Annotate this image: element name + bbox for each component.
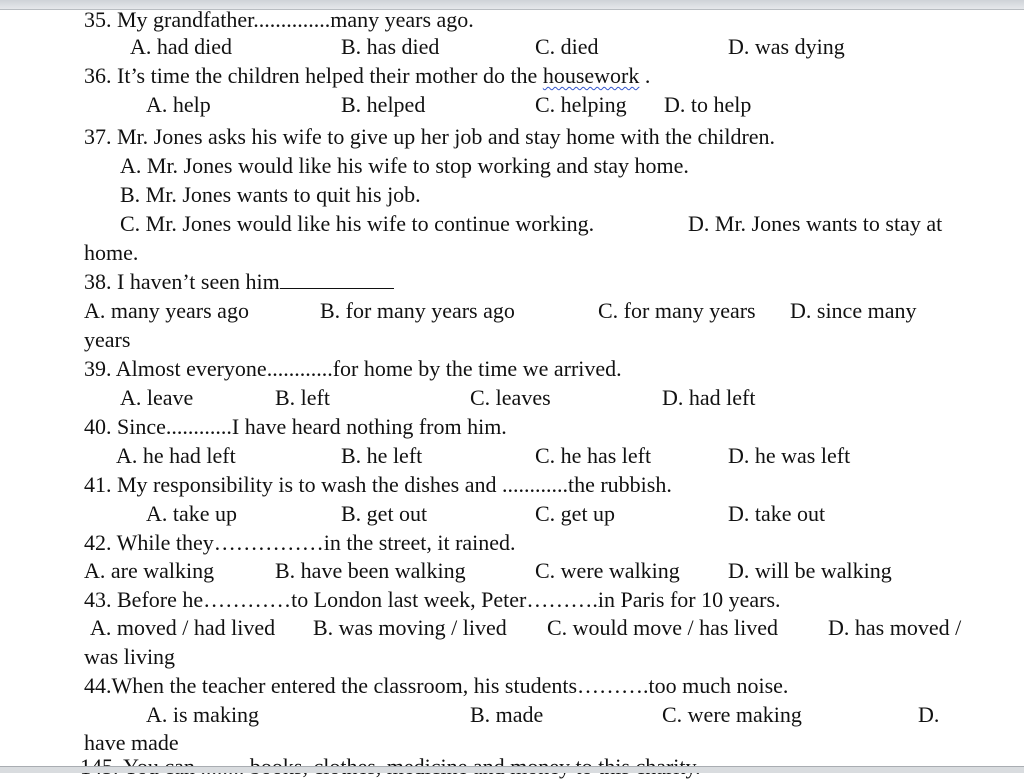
stem-suffix: . <box>639 63 651 88</box>
option-a: A. many years ago <box>84 298 249 323</box>
question-42-options <box>0 558 1024 584</box>
option-d: D. Mr. Jones wants to stay at <box>688 211 943 236</box>
option-b: B. was moving / lived <box>313 615 507 640</box>
option-a: A. moved / had lived <box>90 615 276 640</box>
option-c: C. he has left <box>535 443 652 468</box>
question-38-stem <box>84 269 394 295</box>
question-36-stem <box>84 63 650 89</box>
option-d: D. had left <box>662 385 756 410</box>
question-43-stem: 43. Before he…………to London last week, Peter……….in Paris for 10 years. <box>84 587 781 612</box>
stem-prefix: 36. It’s time the children helped their mother do the <box>84 63 543 88</box>
question-39-stem: 39. Almost everyone............for home by the time we arrived. <box>84 356 622 381</box>
question-37-option-b: B. Mr. Jones wants to quit his job. <box>120 182 421 207</box>
window-bottom-border <box>0 766 1024 773</box>
question-37-option-a: A. Mr. Jones would like his wife to stop working and stay home. <box>120 153 689 178</box>
option-d: D. to help <box>664 92 752 117</box>
option-d: D. was dying <box>728 34 845 59</box>
option-d: D. <box>918 702 940 727</box>
question-37-stem: 37. Mr. Jones asks his wife to give up her job and stay home with the children. <box>84 124 776 149</box>
option-c: C. Mr. Jones would like his wife to continue working. <box>120 211 595 236</box>
option-c: C. died <box>535 34 599 59</box>
cut-off-line <box>80 756 800 766</box>
question-37-option-d-wrap: home. <box>84 240 139 265</box>
question-35-stem: 35. My grandfather..............many years ago. <box>84 7 474 32</box>
question-37-options-cd <box>0 211 1024 237</box>
option-a: A. leave <box>120 385 194 410</box>
question-43-option-d-wrap: was living <box>84 644 176 669</box>
option-c: C. would move / has lived <box>547 615 778 640</box>
option-d: D. has moved / <box>828 615 962 640</box>
question-38-option-d-wrap: years <box>84 327 131 352</box>
question-42-stem: 42. While they……………in the street, it rained. <box>84 530 516 555</box>
question-38-options <box>0 298 1024 324</box>
question-41-stem: 41. My responsibility is to wash the dishes and ............the rubbish. <box>84 472 672 497</box>
option-a: A. is making <box>146 702 260 727</box>
option-b: B. have been walking <box>275 558 466 583</box>
option-a: A. help <box>146 92 211 117</box>
question-44-option-d-wrap: have made <box>84 730 179 755</box>
option-a: A. had died <box>130 34 233 59</box>
answer-blank <box>280 270 394 289</box>
option-b: B. made <box>470 702 544 727</box>
option-c: C. were walking <box>535 558 680 583</box>
option-a: A. he had left <box>116 443 236 468</box>
question-40-stem: 40. Since............I have heard nothing from him. <box>84 414 507 439</box>
option-d: D. will be walking <box>728 558 892 583</box>
option-a: A. take up <box>146 501 238 526</box>
question-44-stem: 44.When the teacher entered the classroom, his students……….too much noise. <box>84 673 789 698</box>
option-b: B. he left <box>341 443 423 468</box>
option-c: C. get up <box>535 501 616 526</box>
option-b: B. helped <box>341 92 426 117</box>
option-b: B. for many years ago <box>320 298 515 323</box>
option-b: B. has died <box>341 34 440 59</box>
option-d: D. since many <box>790 298 917 323</box>
question-40-options <box>0 443 1024 469</box>
option-c: C. were making <box>662 702 802 727</box>
question-39-options <box>0 385 1024 411</box>
option-c: C. helping <box>535 92 627 117</box>
question-35-options <box>0 34 1024 60</box>
option-a: A. are walking <box>84 558 215 583</box>
option-b: B. left <box>275 385 330 410</box>
option-c: C. leaves <box>470 385 551 410</box>
option-c: C. for many years <box>598 298 756 323</box>
option-b: B. get out <box>341 501 428 526</box>
question-36-options <box>0 92 1024 118</box>
underlined-word: housework <box>542 63 640 88</box>
question-41-options <box>0 501 1024 527</box>
option-d: D. he was left <box>728 443 851 468</box>
option-d: D. take out <box>728 501 826 526</box>
question-43-options <box>0 615 1024 641</box>
question-44-options <box>0 702 1024 728</box>
stem-text: 38. I haven’t seen him <box>84 269 280 294</box>
